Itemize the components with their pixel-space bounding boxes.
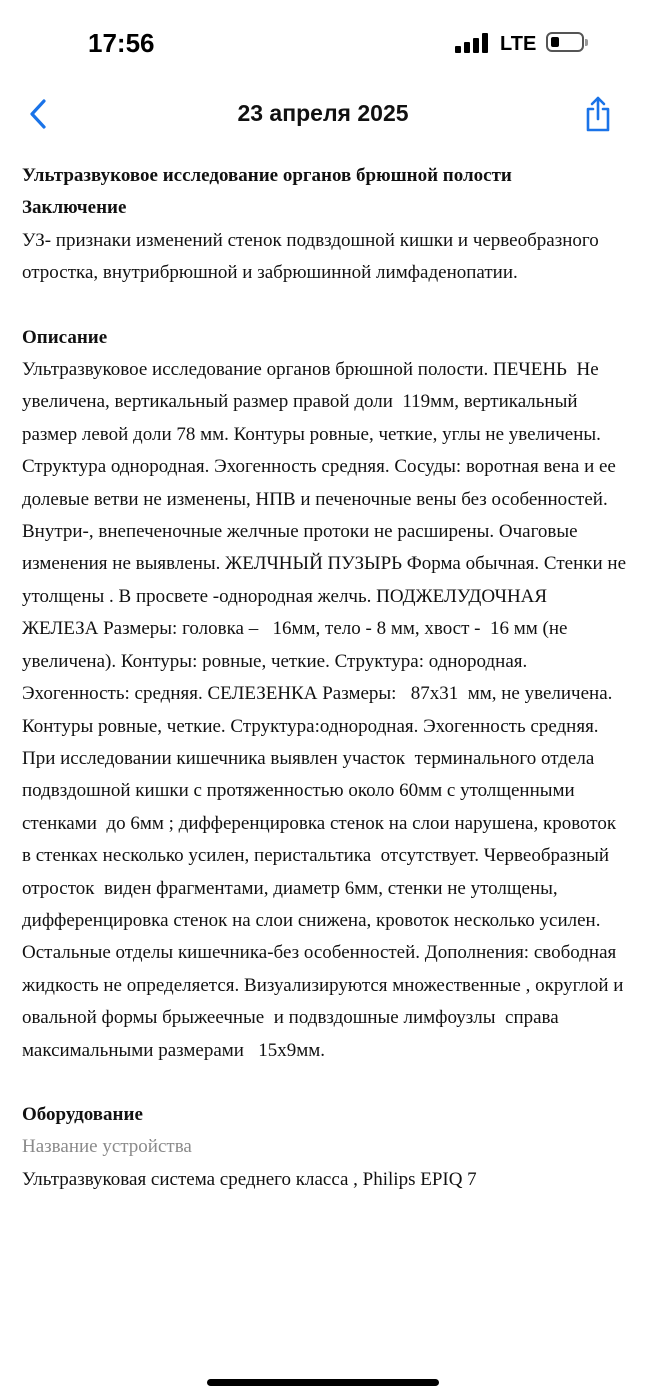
device-name-value: Ультразвуковая система среднего класса , Philips EPIQ 7 xyxy=(22,1168,477,1190)
battery-icon xyxy=(546,32,584,52)
page-title: 23 апреля 2025 xyxy=(237,100,409,126)
conclusion-heading: Заключение xyxy=(22,197,127,219)
report-content xyxy=(22,160,631,1196)
cellular-signal-icon xyxy=(455,33,491,53)
description-heading: Описание xyxy=(22,326,108,348)
home-indicator[interactable] xyxy=(207,1379,439,1386)
conclusion-text: УЗ- признаки изменений стенок подвздошной кишки и червеобразного отростка, внутрибрюшной и забрюшинной лимфаденопатии. xyxy=(22,229,604,284)
study-title: Ультразвуковое исследование органов брюшной полости xyxy=(22,165,512,186)
navigation-bar xyxy=(0,90,646,140)
network-type-label: LTE xyxy=(500,33,537,55)
device-name-label: Название устройства xyxy=(22,1136,192,1158)
status-time: 17:56 xyxy=(88,28,155,58)
status-bar xyxy=(0,0,646,90)
share-button[interactable] xyxy=(583,94,613,134)
description-text: Ультразвуковое исследование органов брюшной полости. ПЕЧЕНЬ Не увеличена, вертикальный размер правой доли 119мм, вертикальный размер левой доли 78 мм. Контуры ровные, четкие, углы не увеличены. Структура однородная. Эхогенность средняя. Сосуды: воротная вена и ее долевые ветви не изменены, НПВ и печеночные вены без особенностей. Внутри-, внепеченочные желчные протоки не расширены. Очаговые изменения не выявлены. ЖЕЛЧНЫЙ ПУЗЫРЬ Форма обычная. Стенки не утолщены . В просвете -однородная желчь. ПОДЖЕЛУДОЧНАЯ ЖЕЛЕЗА Размеры: головка – 16мм, тело - 8 мм, хвост - 16 мм (не увеличена). Контуры: ровные, четкие. Структура: однородная. Эхогенность: средняя. СЕЛЕЗЕНКА Размеры: 87х31 мм, не увеличена. Контуры ровные, четкие. Структура:однородная. Эхогенность средняя. При исследовании кишечника выявлен участок терминального отдела подвздошной кишки с протяженностью около 60мм с утолщенными стенками до 6мм ; дифференцировка стенок на слои нарушена, кровоток в стенках несколько усилен, перистальтика отсутствует. Червеобразный отросток виден фрагментами, диаметр 6мм, стенки не утолщены, дифференцировка стенок на слои снижена, кровоток несколько усилен. Остальные отделы кишечника-без особенностей. Дополнения: свободная жидкость не определяется. Визуализируются множественные , округлой и овальной формы брыжеечные и подвздошные лимфоузлы справа максимальными размерами 15х9мм. xyxy=(22,359,631,1061)
share-icon xyxy=(583,94,613,134)
equipment-heading: Оборудование xyxy=(22,1103,143,1125)
